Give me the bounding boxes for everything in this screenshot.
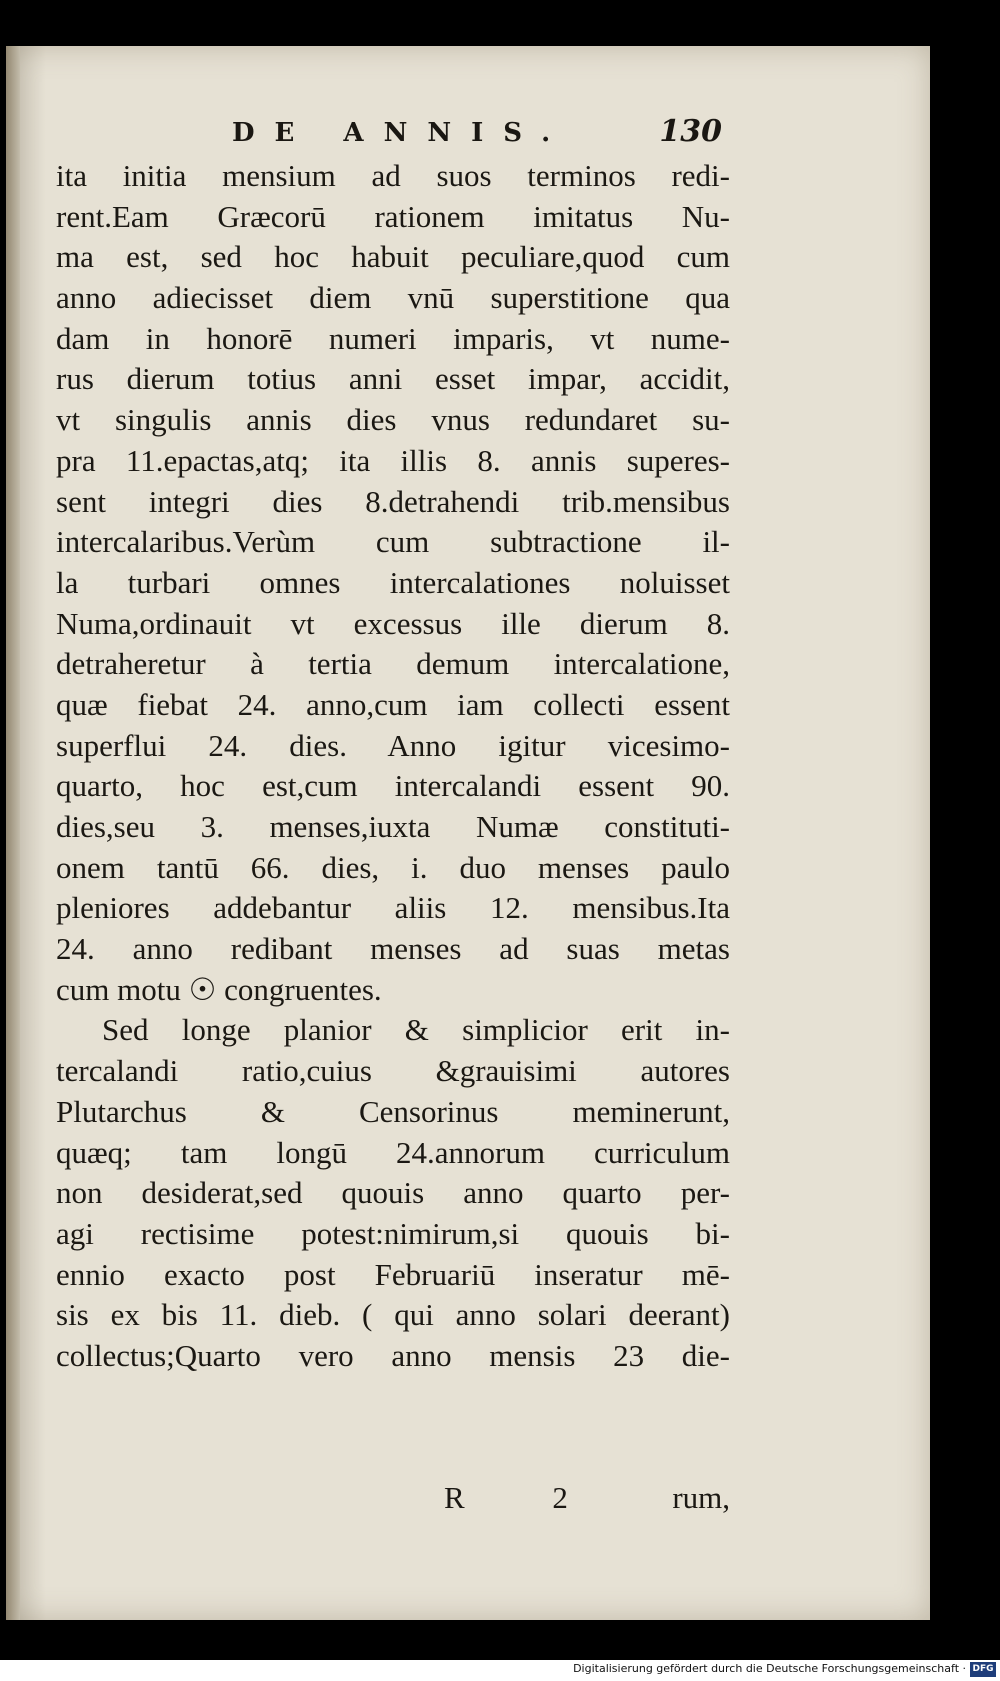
text-line: 24. anno redibant menses ad suas metas [56,931,730,967]
text-line: ma est, sed hoc habuit peculiare,quod cum [56,239,730,275]
text-line: sent integri dies 8.detrahendi trib.mensibus [56,483,730,519]
text-line: superflui 24. dies. Anno igitur vicesimo- [56,727,730,763]
text-line: pleniores addebantur aliis 12. mensibus.Ita [56,890,730,926]
spine-shadow [6,46,46,1620]
text-line: dam in honorē numeri imparis, vt nume- [56,320,730,356]
text-line: anno adiecisset diem vnū superstitione qua [56,280,730,316]
signature-mark: R 2 [444,1480,608,1515]
text-line: sis ex bis 11. dieb. ( qui anno solari deerant) [56,1297,730,1333]
text-line: intercalaribus.Verùm cum subtractione il- [56,524,730,560]
text-line: ennio exacto post Februariū inseratur mē- [56,1256,730,1292]
text-line: la turbari omnes intercalationes noluisset [56,564,730,600]
text-line: non desiderat,sed quouis anno quarto per- [56,1175,730,1211]
paragraph-start-line: Sed longe planior & simplicior erit in- [102,1012,730,1048]
page-footer [56,1480,730,1520]
dfg-logo: DFG [970,1662,996,1677]
text-line: onem tantū 66. dies, i. duo menses paulo [56,849,730,885]
text-line: quæ fiebat 24. anno,cum iam collecti essent [56,686,730,722]
text-line: detraheretur à tertia demum intercalatione, [56,646,730,682]
text-line: Plutarchus & Censorinus meminerunt, [56,1093,730,1129]
text-line: dies,seu 3. menses,iuxta Numæ constituti- [56,809,730,844]
text-line: quæq; tam longū 24.annorum curriculum [56,1134,730,1170]
text-line: tercalandi ratio,cuius &grauisimi autores [56,1053,730,1089]
book-page [6,46,930,1620]
body-text [56,156,730,1377]
text-line: vt singulis annis dies vnus redundaret su- [56,402,730,438]
digitization-credit-bar [0,1660,1000,1681]
text-line: Numa,ordinauit vt excessus ille dierum 8. [56,605,730,641]
text-line: pra 11.epactas,atq; ita illis 8. annis superes- [56,442,730,478]
text-line: rus dierum totius anni esset impar, accidit, [56,361,730,397]
credit-text: Digitalisierung gefördert durch die Deutsche Forschungsgemeinschaft · [573,1662,966,1675]
page-number: 130 [659,114,722,149]
paragraph-end-line: cum motu ☉ congruentes. [56,971,382,1007]
catchword: rum, [672,1480,730,1515]
running-head: DE ANNIS. [232,118,571,148]
text-line: agi rectisime potest:nimirum,si quouis bi- [56,1215,730,1251]
text-line: rent.Eam Græcorū rationem imitatus Nu- [56,198,730,234]
page-header [232,114,722,154]
text-line: collectus;Quarto vero anno mensis 23 die- [56,1337,730,1373]
text-line: quarto, hoc est,cum intercalandi essent 90. [56,768,730,804]
text-line: ita initia mensium ad suos terminos redi- [56,158,730,193]
